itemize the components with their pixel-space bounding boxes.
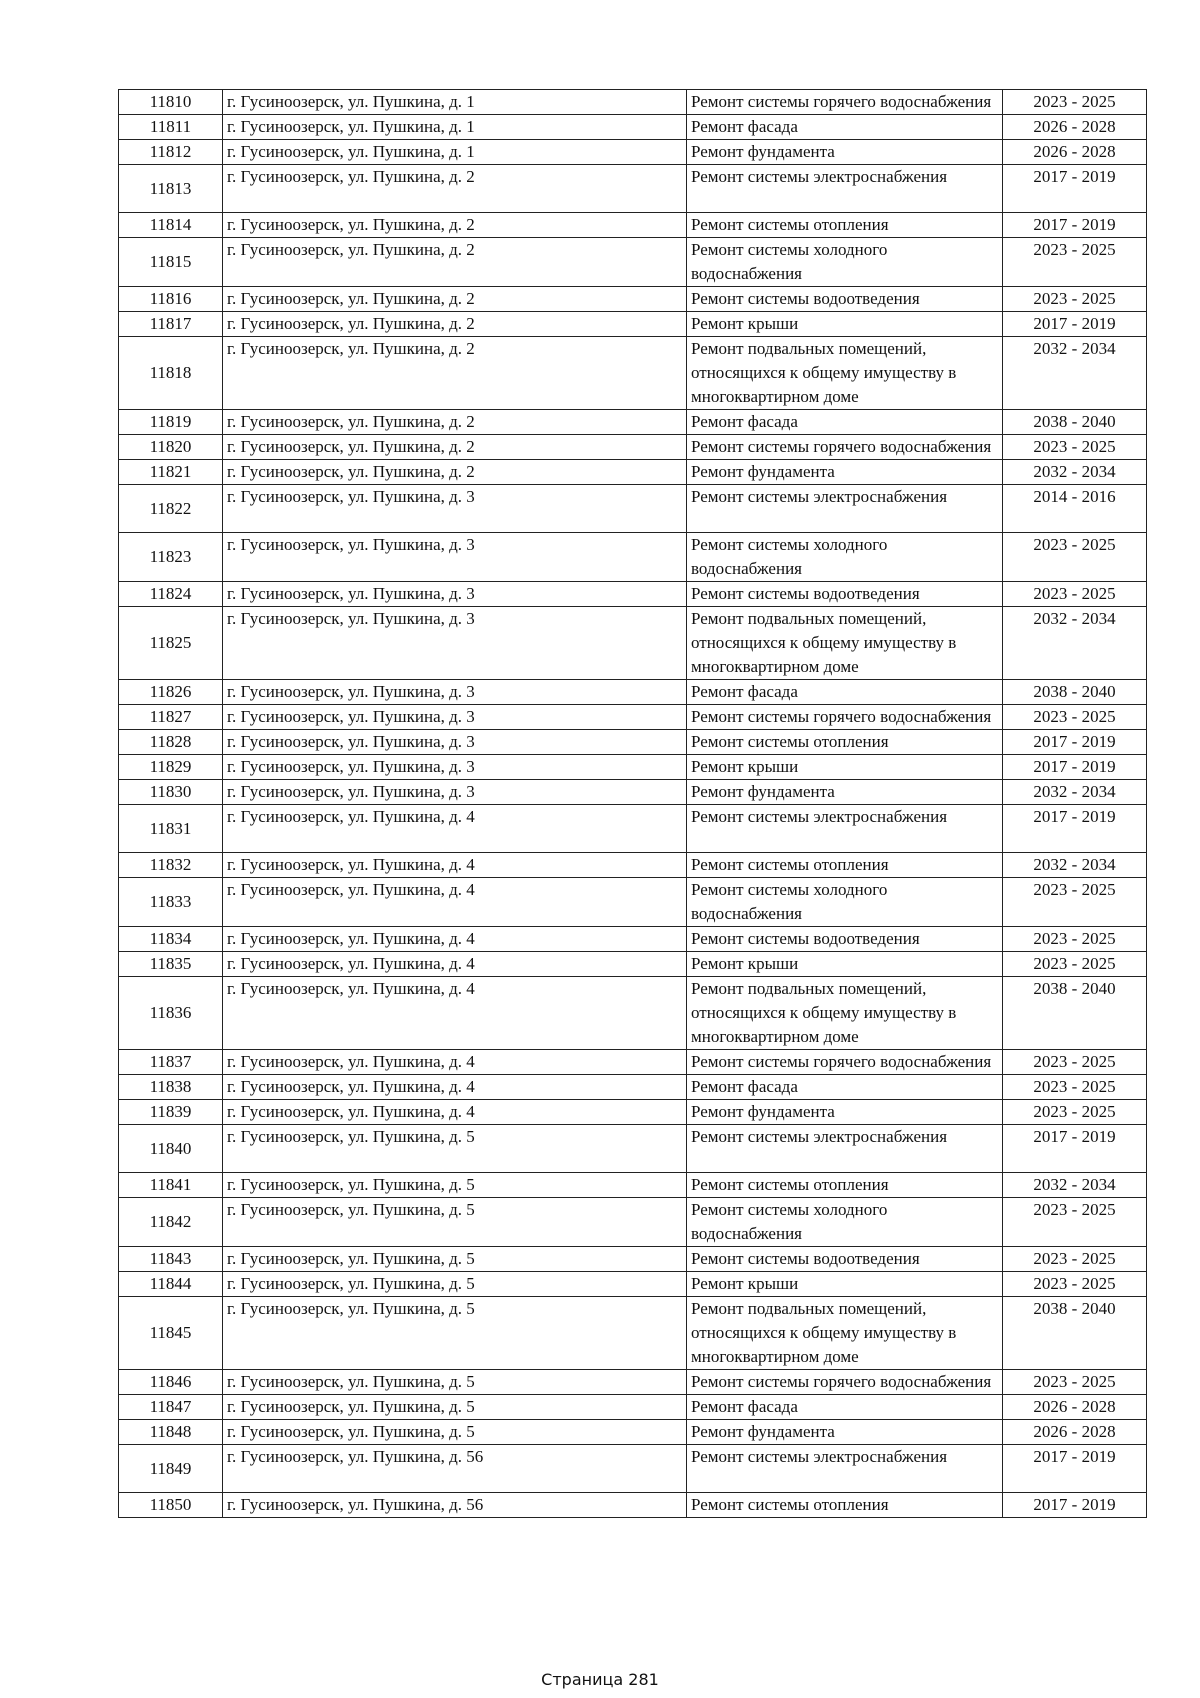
row-number: 11841 bbox=[119, 1173, 223, 1198]
row-work-type: Ремонт подвальных помещений, относящихся к общему имуществу в многоквартирном доме bbox=[687, 607, 1003, 680]
row-work-type: Ремонт системы горячего водоснабжения bbox=[687, 1050, 1003, 1075]
table-row bbox=[119, 460, 1147, 485]
table-row bbox=[119, 213, 1147, 238]
row-years: 2023 - 2025 bbox=[1003, 582, 1147, 607]
row-years: 2023 - 2025 bbox=[1003, 90, 1147, 115]
row-years: 2017 - 2019 bbox=[1003, 165, 1147, 213]
row-address: г. Гусиноозерск, ул. Пушкина, д. 5 bbox=[223, 1198, 687, 1247]
row-address: г. Гусиноозерск, ул. Пушкина, д. 2 bbox=[223, 165, 687, 213]
row-address: г. Гусиноозерск, ул. Пушкина, д. 3 bbox=[223, 533, 687, 582]
row-number: 11847 bbox=[119, 1395, 223, 1420]
row-work-type: Ремонт системы отопления bbox=[687, 213, 1003, 238]
row-number: 11848 bbox=[119, 1420, 223, 1445]
row-number: 11836 bbox=[119, 977, 223, 1050]
row-number: 11832 bbox=[119, 853, 223, 878]
row-number: 11817 bbox=[119, 312, 223, 337]
row-work-type: Ремонт крыши bbox=[687, 312, 1003, 337]
row-years: 2032 - 2034 bbox=[1003, 853, 1147, 878]
row-number: 11849 bbox=[119, 1445, 223, 1493]
table-row bbox=[119, 730, 1147, 755]
table-row bbox=[119, 1370, 1147, 1395]
row-address: г. Гусиноозерск, ул. Пушкина, д. 4 bbox=[223, 805, 687, 853]
table-row bbox=[119, 705, 1147, 730]
row-work-type: Ремонт системы электроснабжения bbox=[687, 1445, 1003, 1493]
row-number: 11838 bbox=[119, 1075, 223, 1100]
row-number: 11846 bbox=[119, 1370, 223, 1395]
table-row bbox=[119, 90, 1147, 115]
row-address: г. Гусиноозерск, ул. Пушкина, д. 3 bbox=[223, 705, 687, 730]
row-address: г. Гусиноозерск, ул. Пушкина, д. 4 bbox=[223, 1100, 687, 1125]
row-years: 2017 - 2019 bbox=[1003, 1125, 1147, 1173]
row-years: 2023 - 2025 bbox=[1003, 1198, 1147, 1247]
row-work-type: Ремонт системы отопления bbox=[687, 1173, 1003, 1198]
table-row bbox=[119, 1272, 1147, 1297]
row-work-type: Ремонт фасада bbox=[687, 410, 1003, 435]
row-address: г. Гусиноозерск, ул. Пушкина, д. 4 bbox=[223, 1075, 687, 1100]
table-row bbox=[119, 1493, 1147, 1518]
row-number: 11824 bbox=[119, 582, 223, 607]
row-years: 2023 - 2025 bbox=[1003, 533, 1147, 582]
row-years: 2023 - 2025 bbox=[1003, 1050, 1147, 1075]
row-number: 11814 bbox=[119, 213, 223, 238]
row-number: 11835 bbox=[119, 952, 223, 977]
row-number: 11839 bbox=[119, 1100, 223, 1125]
row-address: г. Гусиноозерск, ул. Пушкина, д. 4 bbox=[223, 952, 687, 977]
table-row bbox=[119, 287, 1147, 312]
row-address: г. Гусиноозерск, ул. Пушкина, д. 2 bbox=[223, 435, 687, 460]
table-row bbox=[119, 312, 1147, 337]
row-work-type: Ремонт системы холодного водоснабжения bbox=[687, 238, 1003, 287]
table-row bbox=[119, 680, 1147, 705]
row-address: г. Гусиноозерск, ул. Пушкина, д. 3 bbox=[223, 755, 687, 780]
row-years: 2023 - 2025 bbox=[1003, 705, 1147, 730]
row-number: 11827 bbox=[119, 705, 223, 730]
row-work-type: Ремонт фундамента bbox=[687, 780, 1003, 805]
row-years: 2017 - 2019 bbox=[1003, 312, 1147, 337]
table-row bbox=[119, 410, 1147, 435]
row-number: 11829 bbox=[119, 755, 223, 780]
row-years: 2026 - 2028 bbox=[1003, 140, 1147, 165]
table-row bbox=[119, 337, 1147, 410]
repair-schedule-table bbox=[118, 89, 1147, 1518]
row-years: 2038 - 2040 bbox=[1003, 680, 1147, 705]
row-address: г. Гусиноозерск, ул. Пушкина, д. 1 bbox=[223, 140, 687, 165]
row-years: 2023 - 2025 bbox=[1003, 1075, 1147, 1100]
table-row bbox=[119, 780, 1147, 805]
row-address: г. Гусиноозерск, ул. Пушкина, д. 2 bbox=[223, 460, 687, 485]
table-row bbox=[119, 165, 1147, 213]
table-row bbox=[119, 435, 1147, 460]
row-work-type: Ремонт фасада bbox=[687, 115, 1003, 140]
row-work-type: Ремонт подвальных помещений, относящихся к общему имуществу в многоквартирном доме bbox=[687, 977, 1003, 1050]
row-years: 2026 - 2028 bbox=[1003, 1420, 1147, 1445]
row-work-type: Ремонт системы водоотведения bbox=[687, 287, 1003, 312]
row-number: 11843 bbox=[119, 1247, 223, 1272]
row-address: г. Гусиноозерск, ул. Пушкина, д. 4 bbox=[223, 878, 687, 927]
row-address: г. Гусиноозерск, ул. Пушкина, д. 2 bbox=[223, 410, 687, 435]
row-years: 2032 - 2034 bbox=[1003, 337, 1147, 410]
row-work-type: Ремонт крыши bbox=[687, 952, 1003, 977]
row-years: 2038 - 2040 bbox=[1003, 1297, 1147, 1370]
row-number: 11833 bbox=[119, 878, 223, 927]
row-work-type: Ремонт фундамента bbox=[687, 1100, 1003, 1125]
table-row bbox=[119, 140, 1147, 165]
row-address: г. Гусиноозерск, ул. Пушкина, д. 56 bbox=[223, 1445, 687, 1493]
row-number: 11822 bbox=[119, 485, 223, 533]
row-years: 2014 - 2016 bbox=[1003, 485, 1147, 533]
row-address: г. Гусиноозерск, ул. Пушкина, д. 3 bbox=[223, 582, 687, 607]
row-work-type: Ремонт подвальных помещений, относящихся к общему имуществу в многоквартирном доме bbox=[687, 337, 1003, 410]
table-body bbox=[119, 90, 1147, 1518]
row-years: 2023 - 2025 bbox=[1003, 952, 1147, 977]
row-work-type: Ремонт системы водоотведения bbox=[687, 927, 1003, 952]
row-address: г. Гусиноозерск, ул. Пушкина, д. 4 bbox=[223, 853, 687, 878]
row-years: 2032 - 2034 bbox=[1003, 1173, 1147, 1198]
row-work-type: Ремонт системы отопления bbox=[687, 1493, 1003, 1518]
row-number: 11842 bbox=[119, 1198, 223, 1247]
row-years: 2023 - 2025 bbox=[1003, 927, 1147, 952]
page-number: Страница 281 bbox=[541, 1670, 659, 1689]
row-number: 11823 bbox=[119, 533, 223, 582]
row-number: 11845 bbox=[119, 1297, 223, 1370]
table-row bbox=[119, 533, 1147, 582]
row-number: 11821 bbox=[119, 460, 223, 485]
row-number: 11828 bbox=[119, 730, 223, 755]
row-address: г. Гусиноозерск, ул. Пушкина, д. 3 bbox=[223, 485, 687, 533]
row-number: 11837 bbox=[119, 1050, 223, 1075]
row-address: г. Гусиноозерск, ул. Пушкина, д. 5 bbox=[223, 1125, 687, 1173]
row-number: 11811 bbox=[119, 115, 223, 140]
row-years: 2023 - 2025 bbox=[1003, 1370, 1147, 1395]
row-work-type: Ремонт фасада bbox=[687, 680, 1003, 705]
table-row bbox=[119, 853, 1147, 878]
table-row bbox=[119, 1198, 1147, 1247]
table-row bbox=[119, 952, 1147, 977]
row-address: г. Гусиноозерск, ул. Пушкина, д. 4 bbox=[223, 1050, 687, 1075]
row-work-type: Ремонт системы отопления bbox=[687, 730, 1003, 755]
row-address: г. Гусиноозерск, ул. Пушкина, д. 1 bbox=[223, 90, 687, 115]
row-address: г. Гусиноозерск, ул. Пушкина, д. 4 bbox=[223, 977, 687, 1050]
row-work-type: Ремонт системы электроснабжения bbox=[687, 805, 1003, 853]
table-row bbox=[119, 115, 1147, 140]
row-number: 11819 bbox=[119, 410, 223, 435]
row-number: 11825 bbox=[119, 607, 223, 680]
row-address: г. Гусиноозерск, ул. Пушкина, д. 5 bbox=[223, 1173, 687, 1198]
row-years: 2032 - 2034 bbox=[1003, 607, 1147, 680]
row-address: г. Гусиноозерск, ул. Пушкина, д. 2 bbox=[223, 287, 687, 312]
row-work-type: Ремонт системы отопления bbox=[687, 853, 1003, 878]
row-address: г. Гусиноозерск, ул. Пушкина, д. 5 bbox=[223, 1370, 687, 1395]
table-row bbox=[119, 607, 1147, 680]
table-row bbox=[119, 1125, 1147, 1173]
row-years: 2026 - 2028 bbox=[1003, 1395, 1147, 1420]
row-work-type: Ремонт системы горячего водоснабжения bbox=[687, 1370, 1003, 1395]
row-years: 2023 - 2025 bbox=[1003, 435, 1147, 460]
row-number: 11830 bbox=[119, 780, 223, 805]
table-row bbox=[119, 1173, 1147, 1198]
table-row bbox=[119, 1100, 1147, 1125]
row-work-type: Ремонт системы горячего водоснабжения bbox=[687, 705, 1003, 730]
table-row bbox=[119, 1050, 1147, 1075]
row-number: 11815 bbox=[119, 238, 223, 287]
row-address: г. Гусиноозерск, ул. Пушкина, д. 2 bbox=[223, 337, 687, 410]
table-row bbox=[119, 755, 1147, 780]
row-years: 2026 - 2028 bbox=[1003, 115, 1147, 140]
table-row bbox=[119, 1075, 1147, 1100]
row-address: г. Гусиноозерск, ул. Пушкина, д. 56 bbox=[223, 1493, 687, 1518]
row-years: 2017 - 2019 bbox=[1003, 1445, 1147, 1493]
row-work-type: Ремонт системы электроснабжения bbox=[687, 1125, 1003, 1173]
row-address: г. Гусиноозерск, ул. Пушкина, д. 5 bbox=[223, 1247, 687, 1272]
row-work-type: Ремонт фасада bbox=[687, 1395, 1003, 1420]
row-years: 2038 - 2040 bbox=[1003, 410, 1147, 435]
row-work-type: Ремонт системы водоотведения bbox=[687, 1247, 1003, 1272]
row-years: 2017 - 2019 bbox=[1003, 805, 1147, 853]
row-number: 11831 bbox=[119, 805, 223, 853]
table-row bbox=[119, 1247, 1147, 1272]
row-work-type: Ремонт системы холодного водоснабжения bbox=[687, 1198, 1003, 1247]
row-years: 2032 - 2034 bbox=[1003, 780, 1147, 805]
row-work-type: Ремонт системы горячего водоснабжения bbox=[687, 90, 1003, 115]
row-work-type: Ремонт фундамента bbox=[687, 1420, 1003, 1445]
row-work-type: Ремонт фундамента bbox=[687, 140, 1003, 165]
row-number: 11816 bbox=[119, 287, 223, 312]
row-number: 11813 bbox=[119, 165, 223, 213]
row-number: 11826 bbox=[119, 680, 223, 705]
row-work-type: Ремонт подвальных помещений, относящихся к общему имуществу в многоквартирном доме bbox=[687, 1297, 1003, 1370]
row-work-type: Ремонт системы электроснабжения bbox=[687, 485, 1003, 533]
row-work-type: Ремонт крыши bbox=[687, 755, 1003, 780]
row-number: 11834 bbox=[119, 927, 223, 952]
row-address: г. Гусиноозерск, ул. Пушкина, д. 4 bbox=[223, 927, 687, 952]
row-address: г. Гусиноозерск, ул. Пушкина, д. 5 bbox=[223, 1420, 687, 1445]
row-number: 11818 bbox=[119, 337, 223, 410]
row-address: г. Гусиноозерск, ул. Пушкина, д. 3 bbox=[223, 680, 687, 705]
row-years: 2023 - 2025 bbox=[1003, 238, 1147, 287]
table-row bbox=[119, 238, 1147, 287]
row-address: г. Гусиноозерск, ул. Пушкина, д. 5 bbox=[223, 1297, 687, 1370]
row-work-type: Ремонт системы водоотведения bbox=[687, 582, 1003, 607]
row-address: г. Гусиноозерск, ул. Пушкина, д. 2 bbox=[223, 312, 687, 337]
row-address: г. Гусиноозерск, ул. Пушкина, д. 2 bbox=[223, 238, 687, 287]
table-row bbox=[119, 485, 1147, 533]
row-work-type: Ремонт фасада bbox=[687, 1075, 1003, 1100]
table-row bbox=[119, 1297, 1147, 1370]
row-work-type: Ремонт системы холодного водоснабжения bbox=[687, 533, 1003, 582]
table-row bbox=[119, 1395, 1147, 1420]
row-number: 11840 bbox=[119, 1125, 223, 1173]
row-address: г. Гусиноозерск, ул. Пушкина, д. 3 bbox=[223, 780, 687, 805]
table-row bbox=[119, 1420, 1147, 1445]
row-years: 2017 - 2019 bbox=[1003, 213, 1147, 238]
row-number: 11820 bbox=[119, 435, 223, 460]
table-row bbox=[119, 805, 1147, 853]
row-number: 11810 bbox=[119, 90, 223, 115]
row-years: 2017 - 2019 bbox=[1003, 755, 1147, 780]
row-address: г. Гусиноозерск, ул. Пушкина, д. 3 bbox=[223, 730, 687, 755]
row-years: 2017 - 2019 bbox=[1003, 730, 1147, 755]
row-address: г. Гусиноозерск, ул. Пушкина, д. 5 bbox=[223, 1395, 687, 1420]
row-work-type: Ремонт крыши bbox=[687, 1272, 1003, 1297]
row-number: 11844 bbox=[119, 1272, 223, 1297]
row-years: 2023 - 2025 bbox=[1003, 878, 1147, 927]
table-row bbox=[119, 582, 1147, 607]
row-years: 2038 - 2040 bbox=[1003, 977, 1147, 1050]
table-row bbox=[119, 878, 1147, 927]
row-address: г. Гусиноозерск, ул. Пушкина, д. 5 bbox=[223, 1272, 687, 1297]
row-work-type: Ремонт системы холодного водоснабжения bbox=[687, 878, 1003, 927]
row-years: 2017 - 2019 bbox=[1003, 1493, 1147, 1518]
table-row bbox=[119, 927, 1147, 952]
row-years: 2032 - 2034 bbox=[1003, 460, 1147, 485]
row-address: г. Гусиноозерск, ул. Пушкина, д. 2 bbox=[223, 213, 687, 238]
row-work-type: Ремонт фундамента bbox=[687, 460, 1003, 485]
row-work-type: Ремонт системы электроснабжения bbox=[687, 165, 1003, 213]
row-number: 11850 bbox=[119, 1493, 223, 1518]
row-address: г. Гусиноозерск, ул. Пушкина, д. 1 bbox=[223, 115, 687, 140]
row-address: г. Гусиноозерск, ул. Пушкина, д. 3 bbox=[223, 607, 687, 680]
table-row bbox=[119, 1445, 1147, 1493]
row-years: 2023 - 2025 bbox=[1003, 287, 1147, 312]
row-years: 2023 - 2025 bbox=[1003, 1272, 1147, 1297]
row-years: 2023 - 2025 bbox=[1003, 1100, 1147, 1125]
row-years: 2023 - 2025 bbox=[1003, 1247, 1147, 1272]
row-number: 11812 bbox=[119, 140, 223, 165]
row-work-type: Ремонт системы горячего водоснабжения bbox=[687, 435, 1003, 460]
table-row bbox=[119, 977, 1147, 1050]
